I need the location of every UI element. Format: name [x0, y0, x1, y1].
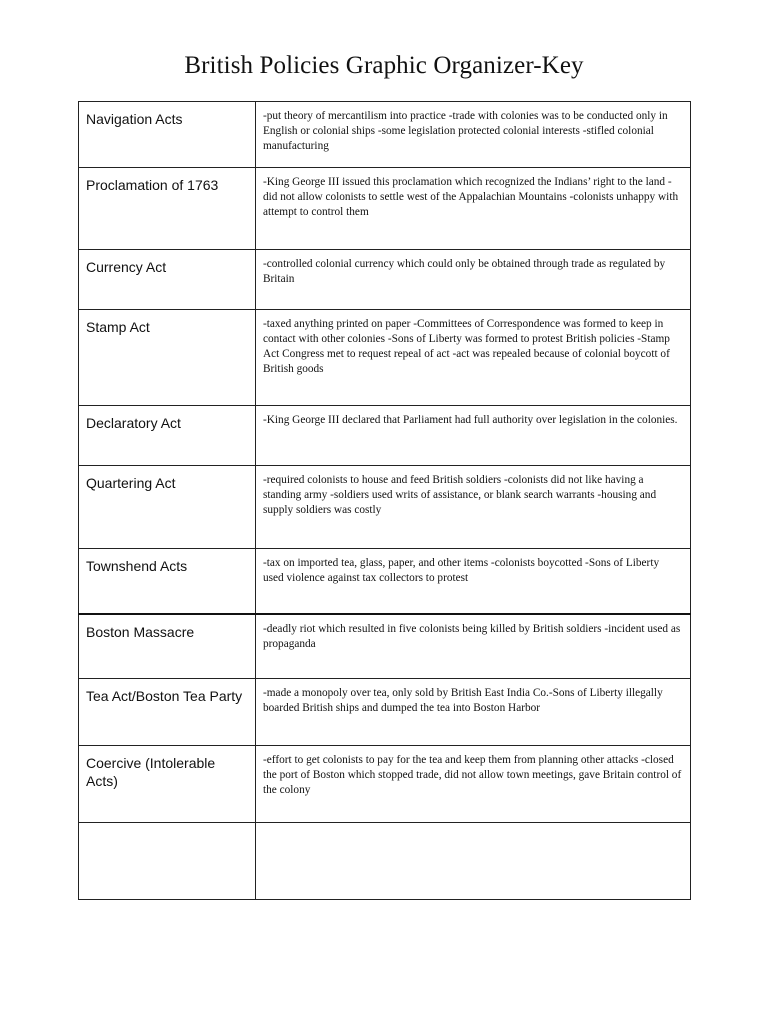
page-title: British Policies Graphic Organizer-Key	[184, 52, 584, 79]
table-row	[79, 679, 691, 746]
policy-description-cell: -King George III issued this proclamation which recognized the Indians’ right to the land -did not allow colonists to settle west of the Appalachian Mountains -colonists unhappy with attempt to control them	[256, 168, 691, 250]
policy-name-cell: Tea Act/Boston Tea Party	[79, 679, 256, 746]
table-row	[79, 250, 691, 310]
table-row	[79, 549, 691, 614]
table-row	[79, 102, 691, 168]
table-row	[79, 746, 691, 823]
policy-name-cell: Coercive (Intolerable Acts)	[79, 746, 256, 823]
policy-name-cell: Townshend Acts	[79, 549, 256, 614]
policy-name-cell: Currency Act	[79, 250, 256, 310]
policy-name-cell: Boston Massacre	[79, 614, 256, 679]
policy-name-cell: Navigation Acts	[79, 102, 256, 168]
policy-name-cell: Quartering Act	[79, 466, 256, 549]
policy-name-cell	[79, 823, 256, 900]
table-row	[79, 823, 691, 900]
policy-name-cell: Stamp Act	[79, 310, 256, 406]
table-row	[79, 168, 691, 250]
policy-name-cell: Declaratory Act	[79, 406, 256, 466]
policy-description-cell: -put theory of mercantilism into practice -trade with colonies was to be conducted only in English or colonial ships -some legislation protected colonial interests -stifled colonial manufacturing	[256, 102, 691, 168]
policy-description-cell: -controlled colonial currency which could only be obtained through trade as regulated by Britain	[256, 250, 691, 310]
table-row	[79, 614, 691, 679]
policy-description-cell: -required colonists to house and feed British soldiers -colonists did not like having a standing army -soldiers used writs of assistance, or blank search warrants -housing and supply soldiers was costly	[256, 466, 691, 549]
policy-name-cell: Proclamation of 1763	[79, 168, 256, 250]
policy-description-cell: -taxed anything printed on paper -Committees of Correspondence was formed to keep in contact with other colonies -Sons of Liberty was formed to protest British policies -Stamp Act Congress met to request repeal of act -act was repealed because of colonial boycott of British goods	[256, 310, 691, 406]
policy-description-cell: -King George III declared that Parliament had full authority over legislation in the colonies.	[256, 406, 691, 466]
policies-table	[78, 101, 691, 900]
table-row	[79, 310, 691, 406]
table-row	[79, 466, 691, 549]
policy-description-cell	[256, 823, 691, 900]
policy-description-cell: -effort to get colonists to pay for the tea and keep them from planning other attacks -closed the port of Boston which stopped trade, did not allow town meetings, gave Britain control of the colony	[256, 746, 691, 823]
table-row	[79, 406, 691, 466]
policy-description-cell: -deadly riot which resulted in five colonists being killed by British soldiers -incident used as propaganda	[256, 614, 691, 679]
policy-description-cell: -made a monopoly over tea, only sold by British East India Co.-Sons of Liberty illegally boarded British ships and dumped the tea into Boston Harbor	[256, 679, 691, 746]
policy-description-cell: -tax on imported tea, glass, paper, and other items -colonists boycotted -Sons of Liberty used violence against tax collectors to protest	[256, 549, 691, 614]
